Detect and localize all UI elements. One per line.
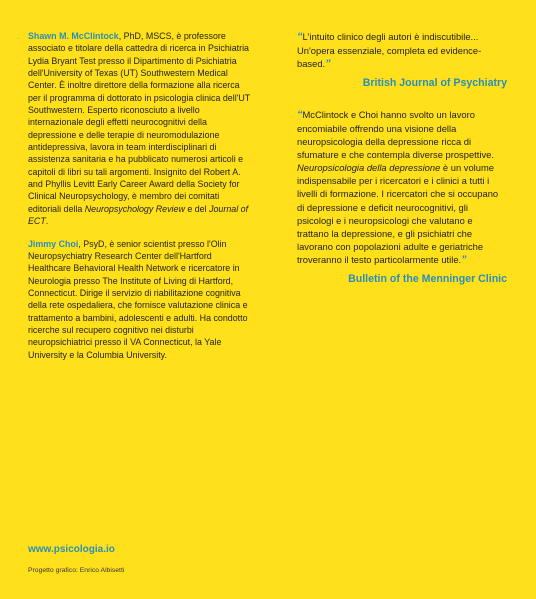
author-bios	[28, 30, 252, 371]
review-quote-1-text: L'intuito clinico degli autori è indiscutibile... Un'opera essenziale, completa ed evidence-based.	[297, 31, 482, 70]
review-source-1: British Journal of Psychiatry	[362, 77, 507, 90]
bio-mcclintock	[28, 30, 252, 228]
journal-neuropsychology-review: Neuropsychology Review	[84, 203, 185, 214]
review-quote-1	[297, 30, 507, 71]
bio-mcclintock-text: , PhD, MSCS, è professore associato e titolare della cattedra di ricerca in Psichiatria Lydia Bryant Test presso il Dipartimento di Psichiatria dell'University of Texas (UT) Southwestern Medical Center. È inoltre direttore della formazione alla ricerca per il programma di dottorato in psicologia clinica dell'UT Southwestern. Esperto riconosciuto a livello internazionale degli effetti neurocognitivi della depressione e delle terapie di neuromodulazione antidepressiva, lavora in team interdisciplinari di assistenza sanitaria e ha pubblicato numerosi articoli e capitoli di libri su tali argomenti. Insignito del Robert A. and Phyllis Levitt Early Career Award della Society for Clinical Neuropsychology, è membro dei comitati editoriali della	[28, 31, 251, 214]
review-quote-2	[297, 108, 507, 267]
review-source-2: Bulletin of the Menninger Clinic	[348, 272, 507, 285]
review-quote-2-text-end: è un volume indispensabile per i ricercatori e i clinici a tutti i livelli di formazione. I ricercatori che si occupano di depressione e deficit neurocognitivi, gli psicologi e i neuropsicologi che valutano e trattano la depressione, e gli psichiatri che lavorano con popolazioni adulte e geriatriche troveranno il testo particolarmente utile.	[297, 162, 499, 265]
bio-choi	[28, 238, 252, 361]
open-quote-mark: “	[297, 31, 303, 43]
close-quote-mark: ”	[325, 58, 331, 71]
author-name-mcclintock: Shawn M. McClintock	[28, 31, 119, 41]
bio-choi-text: , PsyD, è senior scientist presso l'Olin Neuropsychiatry Research Center dell'Hartford Healthcare Behavioral Health Network e ricercatore in Neurologia presso The Institute of Living di Hartford, Connecticut. Dirige il servizio di riabilitazione cognitiva della rete ospedaliera, che fornisce valutazione clinica e trattamento a bambini, adolescenti e adulti. Ha condotto ricerche sul recupero cognitivo nei disturbi neuropsichiatrici presso il VA Connecticut, la Yale University e la Columbia University.	[28, 238, 248, 360]
open-quote-mark: “	[297, 109, 303, 122]
reviews	[297, 30, 507, 304]
bio-mcclintock-connector: e del	[184, 203, 210, 214]
journal-of-ect: Journal of ECT	[28, 203, 249, 227]
author-name-choi: Jimmy Choi	[28, 238, 79, 249]
design-credit: Progetto grafico: Enrico Albisetti	[28, 567, 125, 574]
website-link[interactable]: www.psicologia.io	[28, 544, 115, 555]
book-title: Neuropsicologia della depressione	[297, 162, 441, 174]
review-quote-2-text: McClintock e Choi hanno svolto un lavoro encomiabile offrendo una visione della neuropsicologia della depressione ricca di sfumature e che contempla diverse prospettive.	[297, 109, 494, 161]
close-quote-mark: ”	[461, 253, 467, 266]
bio-mcclintock-end: .	[45, 216, 49, 227]
